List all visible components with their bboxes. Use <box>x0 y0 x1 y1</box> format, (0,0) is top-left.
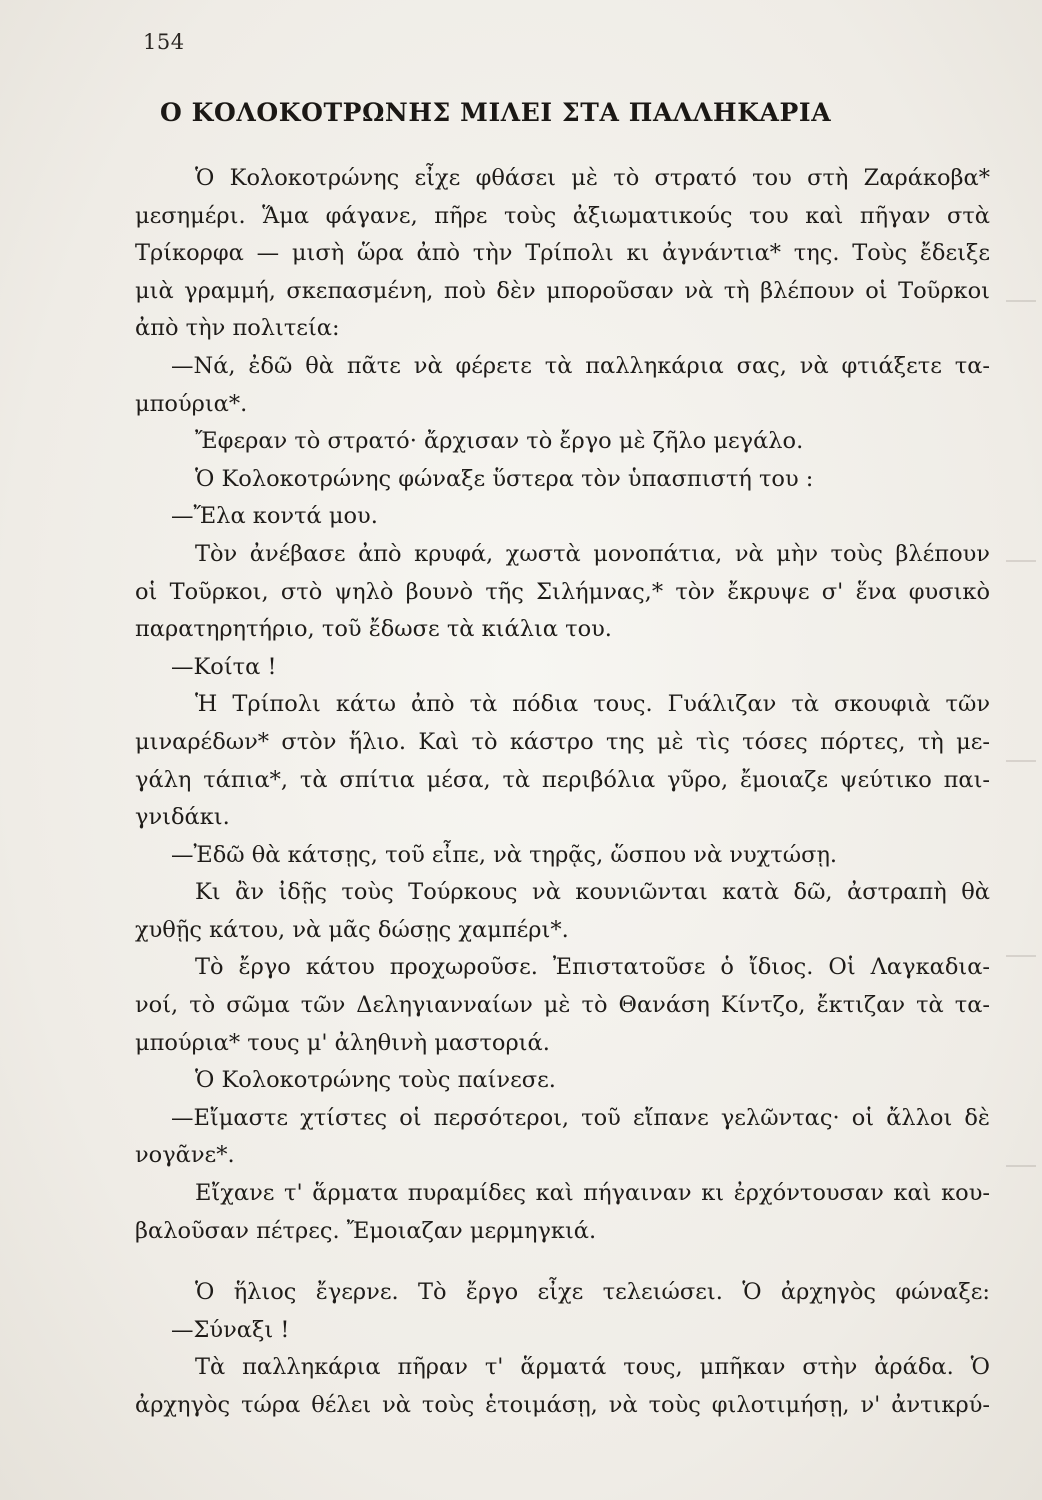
text-line: βαλοῦσαν πέτρες. Ἔμοιαζαν μερμηγκιά. <box>135 1217 597 1244</box>
text-line: οἱ Τοῦρκοι, στὸ ψηλὸ βουνὸ τῆς Σιλήμνας,* τὸν ἔκρυψε σ' ἕνα φυσικὸ <box>135 578 990 605</box>
text-line: Ἔφεραν τὸ στρατό· ἄρχισαν τὸ ἔργο μὲ ζῆλο μεγάλο. <box>195 428 804 455</box>
text-line: παρατηρητήριο, τοῦ ἔδωσε τὰ κιάλια του. <box>135 616 612 643</box>
text-line: νογᾶνε*. <box>135 1142 235 1169</box>
text-line: γάλη τάπια*, τὰ σπίτια μέσα, τὰ περιβόλια γῦρο, ἔμοιαζε ψεύτικο παι- <box>135 766 990 793</box>
bleed-through-mark <box>1006 300 1036 302</box>
text-line: Ἡ Τρίπολι κάτω ἀπὸ τὰ πόδια τους. Γυάλιζαν τὰ σκουφιὰ τῶν <box>195 691 990 718</box>
text-line: Τὰ παλληκάρια πῆραν τ' ἅρματά τους, μπῆκαν στὴν ἀράδα. Ὁ <box>195 1354 990 1381</box>
bleed-through-mark <box>1006 1165 1036 1167</box>
text-line: Τρίκορφα — μισὴ ὥρα ἀπὸ τὴν Τρίπολι κι ἀγνάντια* της. Τοὺς ἔδειξε <box>135 240 990 267</box>
text-line: —Σύναξι ! <box>171 1316 290 1343</box>
text-line: —Εἴμαστε χτίστες οἱ περσότεροι, τοῦ εἴπανε γελῶντας· οἱ ἄλλοι δὲ <box>171 1104 990 1131</box>
body-text <box>135 160 990 1425</box>
text-line: Κι ἂν ἰδῇς τοὺς Τούρκους νὰ κουνιῶνται κατὰ δῶ, ἀστραπὴ θὰ <box>195 879 990 906</box>
text-line: ἀρχηγὸς τώρα θέλει νὰ τοὺς ἑτοιμάσῃ, νὰ τοὺς φιλοτιμήσῃ, ν' ἀντικρύ- <box>135 1392 990 1418</box>
text-line: —Ἔλα κοντά μου. <box>171 503 378 530</box>
text-line: —Ἐδῶ θὰ κάτσῃς, τοῦ εἶπε, νὰ τηρᾷς, ὥσπου νὰ νυχτώσῃ. <box>171 841 838 868</box>
text-line: χυθῇς κάτου, νὰ μᾶς δώσῃς χαμπέρι*. <box>135 916 569 943</box>
text-line: Ὁ Κολοκοτρώνης τοὺς παίνεσε. <box>195 1067 556 1094</box>
text-line: Ὁ ἥλιος ἔγερνε. Τὸ ἔργο εἶχε τελειώσει. Ὁ ἀρχηγὸς φώναξε: <box>195 1279 990 1306</box>
chapter-title: Ο ΚΟΛΟΚΟΤΡΩΝΗΣ ΜΙΛΕΙ ΣΤΑ ΠΑΛΛΗΚΑΡΙΑ <box>160 98 832 127</box>
text-line: Εἴχανε τ' ἅρματα πυραμίδες καὶ πήγαιναν κι ἐρχόντουσαν καὶ κου- <box>195 1180 990 1207</box>
text-line: μιναρέδων* στὸν ἥλιο. Καὶ τὸ κάστρο της μὲ τὶς τόσες πόρτες, τὴ με- <box>135 728 990 755</box>
bleed-through-mark <box>1006 560 1036 562</box>
bleed-through-mark <box>1006 760 1036 762</box>
text-line: Ὁ Κολοκοτρώνης φώναξε ὕστερα τὸν ὑπασπιστή του : <box>195 465 814 492</box>
text-line: γνιδάκι. <box>135 804 230 831</box>
text-line: Τὸν ἀνέβασε ἀπὸ κρυφά, χωστὰ μονοπάτια, νὰ μὴν τοὺς βλέπουν <box>195 540 990 567</box>
text-line: —Κοίτα ! <box>171 653 277 680</box>
text-line: μιὰ γραμμή, σκεπασμένη, ποὺ δὲν μποροῦσαν νὰ τὴ βλέπουν οἱ Τοῦρκοι <box>135 277 990 304</box>
text-line: Ὁ Κολοκοτρώνης εἶχε φθάσει μὲ τὸ στρατό του στὴ Ζαράκοβα* <box>195 165 990 191</box>
text-line: —Νά, ἐδῶ θὰ πᾶτε νὰ φέρετε τὰ παλληκάρια σας, νὰ φτιάξετε τα- <box>171 352 990 379</box>
text-line: νοί, τὸ σῶμα τῶν Δεληγιανναίων μὲ τὸ Θανάση Κίντζο, ἔκτιζαν τὰ τα- <box>135 992 990 1019</box>
text-line: μπούρια*. <box>135 390 248 417</box>
bleed-through-mark <box>1006 955 1036 957</box>
text-line: Τὸ ἔργο κάτου προχωροῦσε. Ἐπιστατοῦσε ὁ ἴδιος. Οἱ Λαγκαδια- <box>195 954 990 981</box>
text-line: μεσημέρι. Ἅμα φάγανε, πῆρε τοὺς ἀξιωματικούς του καὶ πῆγαν στὰ <box>135 202 990 229</box>
text-line: ἀπὸ τὴν πολιτεία: <box>135 315 340 342</box>
text-line: μπούρια* τους μ' ἀληθινὴ μαστοριά. <box>135 1029 550 1056</box>
page-number: 154 <box>143 30 185 54</box>
